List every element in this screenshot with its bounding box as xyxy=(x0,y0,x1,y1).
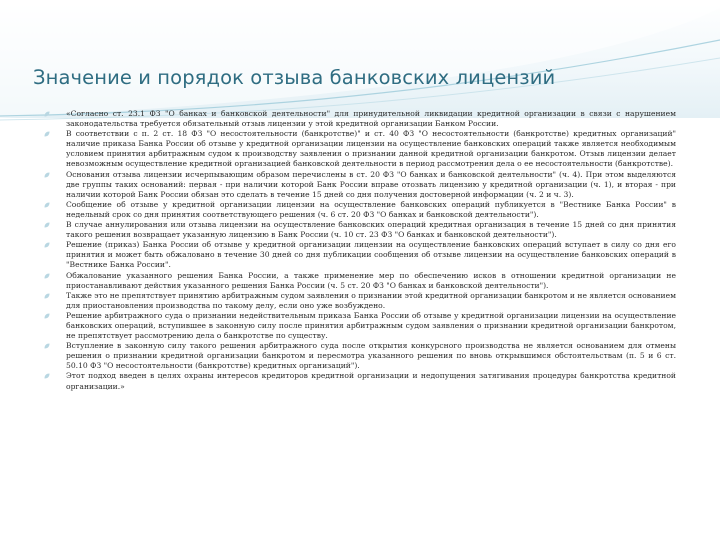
bullet-text: Вступление в законную силу такого решения арбитражного суда после открытия конкурсного производства не является основанием для отмены решения о признании кредитной организации банкротом и пересмотра указанного решения по вновь открывшимся обстоятельствам (п. 5 и 6 ст. 50.10 ФЗ "О несостоятельности (банкротстве) кредитных организаций"). xyxy=(66,341,676,371)
bullet-text: «Согласно ст. 23.1 ФЗ "О банках и банковской деятельности" для принудительной ликвидации кредитной организации в связи с нарушением законодательства требуется обязательный отзыв лицензии у этой кредитной организации Банком России. xyxy=(66,109,676,129)
bullet-text: Основания отзыва лицензии исчерпывающим образом перечислены в ст. 20 ФЗ "О банках и банковской деятельности" (ч. 4). При этом выделяются две группы таких оснований: первая - при наличии которой Банк России вправе отозвать лицензию у кредитной организации (ч. 1), и вторая - при наличии которой Банк России обязан это сделать в течение 15 дней со дня получения достоверной информации (ч. 2 и ч. 3). xyxy=(66,169,676,199)
bullet-text: Решение арбитражного суда о признании недействительным приказа Банка России об отзыве у кредитной организации лицензии на осуществление банковских операций, вступившее в законную силу после принятия арбитражным судом заявления о признании кредитной организации банкротом, не препятствует рассмотрению дела о банкротстве по существу. xyxy=(66,310,676,341)
list-item xyxy=(44,220,676,240)
list-item xyxy=(44,291,676,311)
leaf-bullet-icon xyxy=(44,373,50,379)
bullet-text: В соответствии с п. 2 ст. 18 ФЗ "О несостоятельности (банкротстве)" и ст. 40 ФЗ "О несостоятельности (банкротстве) кредитных организаций" наличие приказа Банка России об отзыве у кредитной организации лицензии на осуществление банковских операций также является необходимым условием принятия арбитражным судом к производству заявления о признании данной кредитной организации банкротом. Отзыв лицензии делает невозможным осуществление кредитной организацией банковской деятельности в период рассмотрения дела о ее несостоятельности (банкротстве). xyxy=(66,129,676,169)
list-item xyxy=(44,109,676,129)
leaf-bullet-icon xyxy=(44,111,50,117)
list-item xyxy=(44,240,676,270)
leaf-bullet-icon xyxy=(44,172,50,178)
list-item xyxy=(44,311,676,341)
leaf-bullet-icon xyxy=(44,293,50,299)
leaf-bullet-icon xyxy=(44,131,50,137)
list-item xyxy=(44,371,676,391)
leaf-bullet-icon xyxy=(44,343,50,349)
leaf-bullet-icon xyxy=(44,222,50,228)
bullet-list xyxy=(44,109,676,392)
list-item xyxy=(44,170,676,200)
bullet-text: Решение (приказ) Банка России об отзыве у кредитной организации лицензии на осуществление банковских операций вступает в силу со дня его принятия и может быть обжаловано в течение 30 дней со дня публикации сообщения об отзыве лицензии на осуществление банковских операций в "Вестнике Банка России". xyxy=(66,240,676,270)
leaf-bullet-icon xyxy=(44,202,50,208)
list-item xyxy=(44,341,676,371)
leaf-bullet-icon xyxy=(44,242,50,248)
bullet-text: Обжалование указанного решения Банка России, а также применение мер по обеспечению исков в отношении кредитной организации не приостанавливают действия указанного решения Банка России (ч. 5 ст. 20 ФЗ "О банках и банковской деятельности"). xyxy=(66,270,676,290)
list-item xyxy=(44,129,676,169)
slide-title: Значение и порядок отзыва банковских лицензий xyxy=(33,66,556,89)
list-item xyxy=(44,200,676,220)
leaf-bullet-icon xyxy=(44,273,50,279)
bullet-text: Этот подход введен в целях охраны интересов кредиторов кредитной организации и недопущения затягивания процедуры банкротства кредитной организации.» xyxy=(66,371,676,391)
bullet-text: Также это не препятствует принятию арбитражным судом заявления о признании этой кредитной организации банкротом и не является основанием для приостановления производства по такому делу, если оно уже возбуждено. xyxy=(66,290,676,310)
bullet-text: В случае аннулирования или отзыва лицензии на осуществление банковских операций кредитная организация в течение 15 дней со дня принятия такого решения возвращает указанную лицензию в Банк России (ч. 10 ст. 23 ФЗ "О банках и банковской деятельности"). xyxy=(66,220,676,240)
leaf-bullet-icon xyxy=(44,313,50,319)
bullet-text: Сообщение об отзыве у кредитной организации лицензии на осуществление банковских операций публикуется в "Вестнике Банка России" в недельный срок со дня принятия соответствующего решения (ч. 6 ст. 20 ФЗ "О банках и банковской деятельности"). xyxy=(66,199,676,219)
list-item xyxy=(44,271,676,291)
